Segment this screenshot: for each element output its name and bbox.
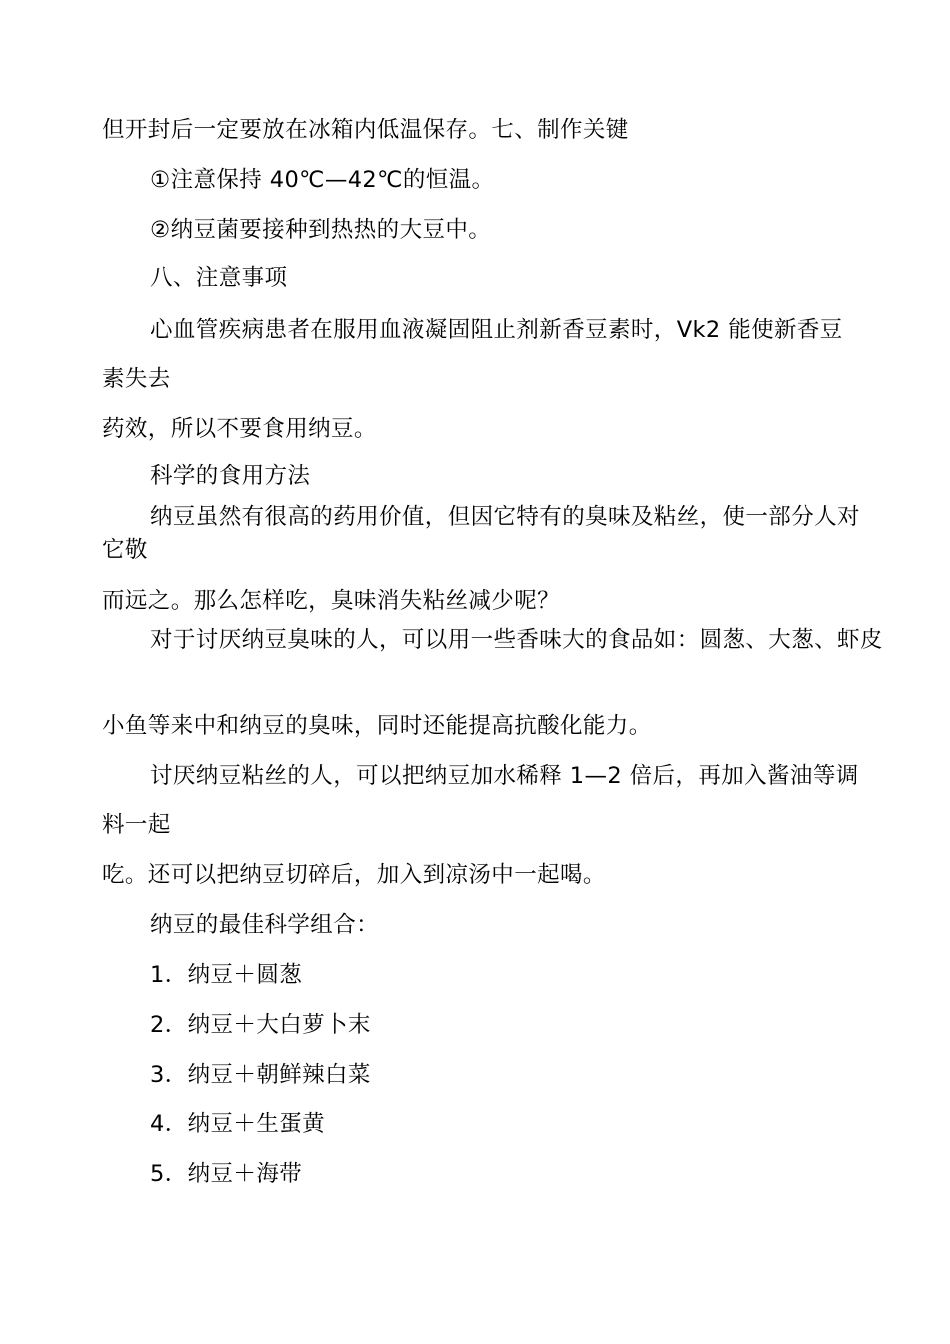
- text-line-method-1: 纳豆虽然有很高的药用价值，但因它特有的臭味及粘丝，使一部分人对: [150, 504, 860, 530]
- list-item: 3．纳豆＋朝鲜辣白菜: [150, 1062, 371, 1088]
- list-item: 4．纳豆＋生蛋黄: [150, 1111, 326, 1137]
- list-heading-combinations: 纳豆的最佳科学组合：: [150, 912, 380, 938]
- text-line-precaution-1: 心血管疾病患者在服用血液凝固阻止剂新香豆素时，Vk2 能使新香豆: [150, 317, 843, 343]
- text-line-precaution-2: 素失去: [102, 366, 171, 392]
- text-line-method-2: 它敬: [102, 537, 148, 563]
- text-line-sticky-3: 吃。还可以把纳豆切碎后，加入到凉汤中一起喝。: [102, 862, 606, 888]
- list-item: 2．纳豆＋大白萝卜末: [150, 1012, 371, 1038]
- text-line-precaution-3: 药效，所以不要食用纳豆。: [102, 416, 377, 442]
- text-line-key-point-1: ①注意保持 40℃—42℃的恒温。: [150, 167, 495, 193]
- section-heading-method: 科学的食用方法: [150, 463, 311, 489]
- list-item: 5．纳豆＋海带: [150, 1161, 303, 1187]
- text-line-sticky-2: 料一起: [102, 812, 171, 838]
- section-heading-precautions: 八、注意事项: [150, 265, 288, 291]
- list-item: 1．纳豆＋圆葱: [150, 962, 303, 988]
- text-line-sticky-1: 讨厌纳豆粘丝的人，可以把纳豆加水稀释 1—2 倍后，再加入酱油等调: [150, 763, 859, 789]
- text-line-smell-2: 小鱼等来中和纳豆的臭味，同时还能提高抗酸化能力。: [102, 713, 652, 739]
- text-line-method-3: 而远之。那么怎样吃，臭味消失粘丝减少呢？: [102, 588, 561, 614]
- text-line-smell-1: 对于讨厌纳豆臭味的人，可以用一些香味大的食品如：圆葱、大葱、虾皮: [150, 627, 883, 653]
- text-line-key-point-2: ②纳豆菌要接种到热热的大豆中。: [150, 217, 492, 243]
- text-line-storage: 但开封后一定要放在冰箱内低温保存。七、制作关键: [102, 117, 629, 143]
